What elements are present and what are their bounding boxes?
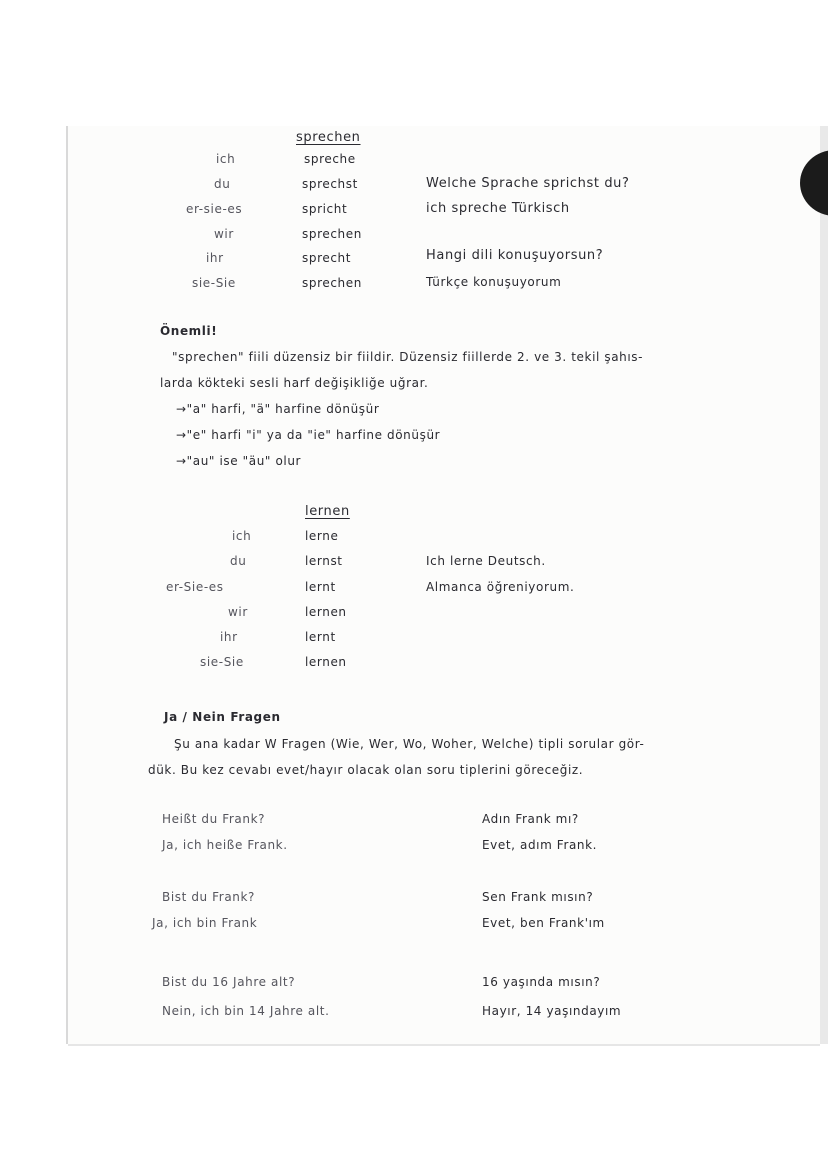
sprechen-form: spreche (304, 152, 356, 166)
rule-item: →"e" harfi "i" ya da "ie" harfine dönüşür (176, 428, 441, 442)
lernen-form: lernt (305, 580, 336, 594)
turkish-question: Sen Frank mısın? (482, 890, 594, 904)
german-question: Bist du 16 Jahre alt? (162, 975, 296, 989)
german-question: Bist du Frank? (162, 890, 256, 904)
important-heading-text: Önemli! (160, 324, 218, 338)
sprechen-form: sprechst (302, 177, 358, 191)
lernen-form: lernen (305, 655, 347, 669)
sprechen-example: Hangi dili konuşuyorsun? (426, 248, 604, 263)
important-paragraph-line: "sprechen" fiili düzensiz bir fiildir. Düzensiz fiillerde 2. ve 3. tekil şahıs- (172, 350, 644, 364)
turkish-question: 16 yaşında mısın? (482, 975, 601, 989)
rule-item: →"au" ise "äu" olur (176, 454, 302, 468)
lernen-form: lernen (305, 605, 347, 619)
sprechen-form: sprecht (302, 251, 352, 265)
german-question: Heißt du Frank? (162, 812, 266, 826)
lernen-pronoun: ihr (220, 630, 238, 644)
sprechen-pronoun: ich (216, 152, 236, 166)
lernen-pronoun: wir (228, 605, 248, 619)
lernen-example: Ich lerne Deutsch. (426, 554, 546, 568)
german-answer: Ja, ich bin Frank (152, 916, 258, 930)
janein-paragraph-line: dük. Bu kez cevabı evet/hayır olacak olan soru tiplerini göreceğiz. (148, 763, 584, 777)
sprechen-pronoun: ihr (206, 251, 224, 265)
turkish-question: Adın Frank mı? (482, 812, 579, 826)
page-edge (820, 126, 828, 1044)
lernen-pronoun: ich (232, 529, 252, 543)
lernen-pronoun: du (230, 554, 247, 568)
sprechen-pronoun: er-sie-es (186, 202, 243, 216)
lernen-form: lernt (305, 630, 336, 644)
important-heading (160, 324, 217, 338)
sprechen-form: spricht (302, 202, 348, 216)
turkish-answer: Evet, adım Frank. (482, 838, 598, 852)
janein-paragraph-line: Şu ana kadar W Fragen (Wie, Wer, Wo, Woher, Welche) tipli sorular gör- (174, 737, 645, 751)
sprechen-example: Türkçe konuşuyorum (426, 275, 562, 289)
janein-heading: Ja / Nein Fragen (164, 710, 281, 724)
sprechen-example: ich spreche Türkisch (426, 201, 570, 216)
sprechen-pronoun: wir (214, 227, 234, 241)
sprechen-pronoun: du (214, 177, 231, 191)
german-answer: Nein, ich bin 14 Jahre alt. (162, 1004, 330, 1018)
turkish-answer: Evet, ben Frank'ım (482, 916, 605, 930)
sprechen-pronoun: sie-Sie (192, 276, 236, 290)
lernen-form: lernst (305, 554, 343, 568)
sprechen-form: sprechen (302, 227, 362, 241)
lernen-pronoun: er-Sie-es (166, 580, 224, 594)
rule-item: →"a" harfi, "ä" harfine dönüşür (176, 402, 380, 416)
german-answer: Ja, ich heiße Frank. (162, 838, 288, 852)
lernen-heading: lernen (305, 504, 350, 519)
sprechen-example: Welche Sprache sprichst du? (426, 176, 630, 191)
sprechen-form: sprechen (302, 276, 362, 290)
lernen-form: lerne (305, 529, 339, 543)
lernen-pronoun: sie-Sie (200, 655, 244, 669)
turkish-answer: Hayır, 14 yaşındayım (482, 1004, 622, 1018)
lernen-example: Almanca öğreniyorum. (426, 580, 575, 594)
sprechen-heading: sprechen (296, 130, 361, 145)
important-paragraph-line: larda kökteki sesli harf değişikliğe uğrar. (160, 376, 429, 390)
